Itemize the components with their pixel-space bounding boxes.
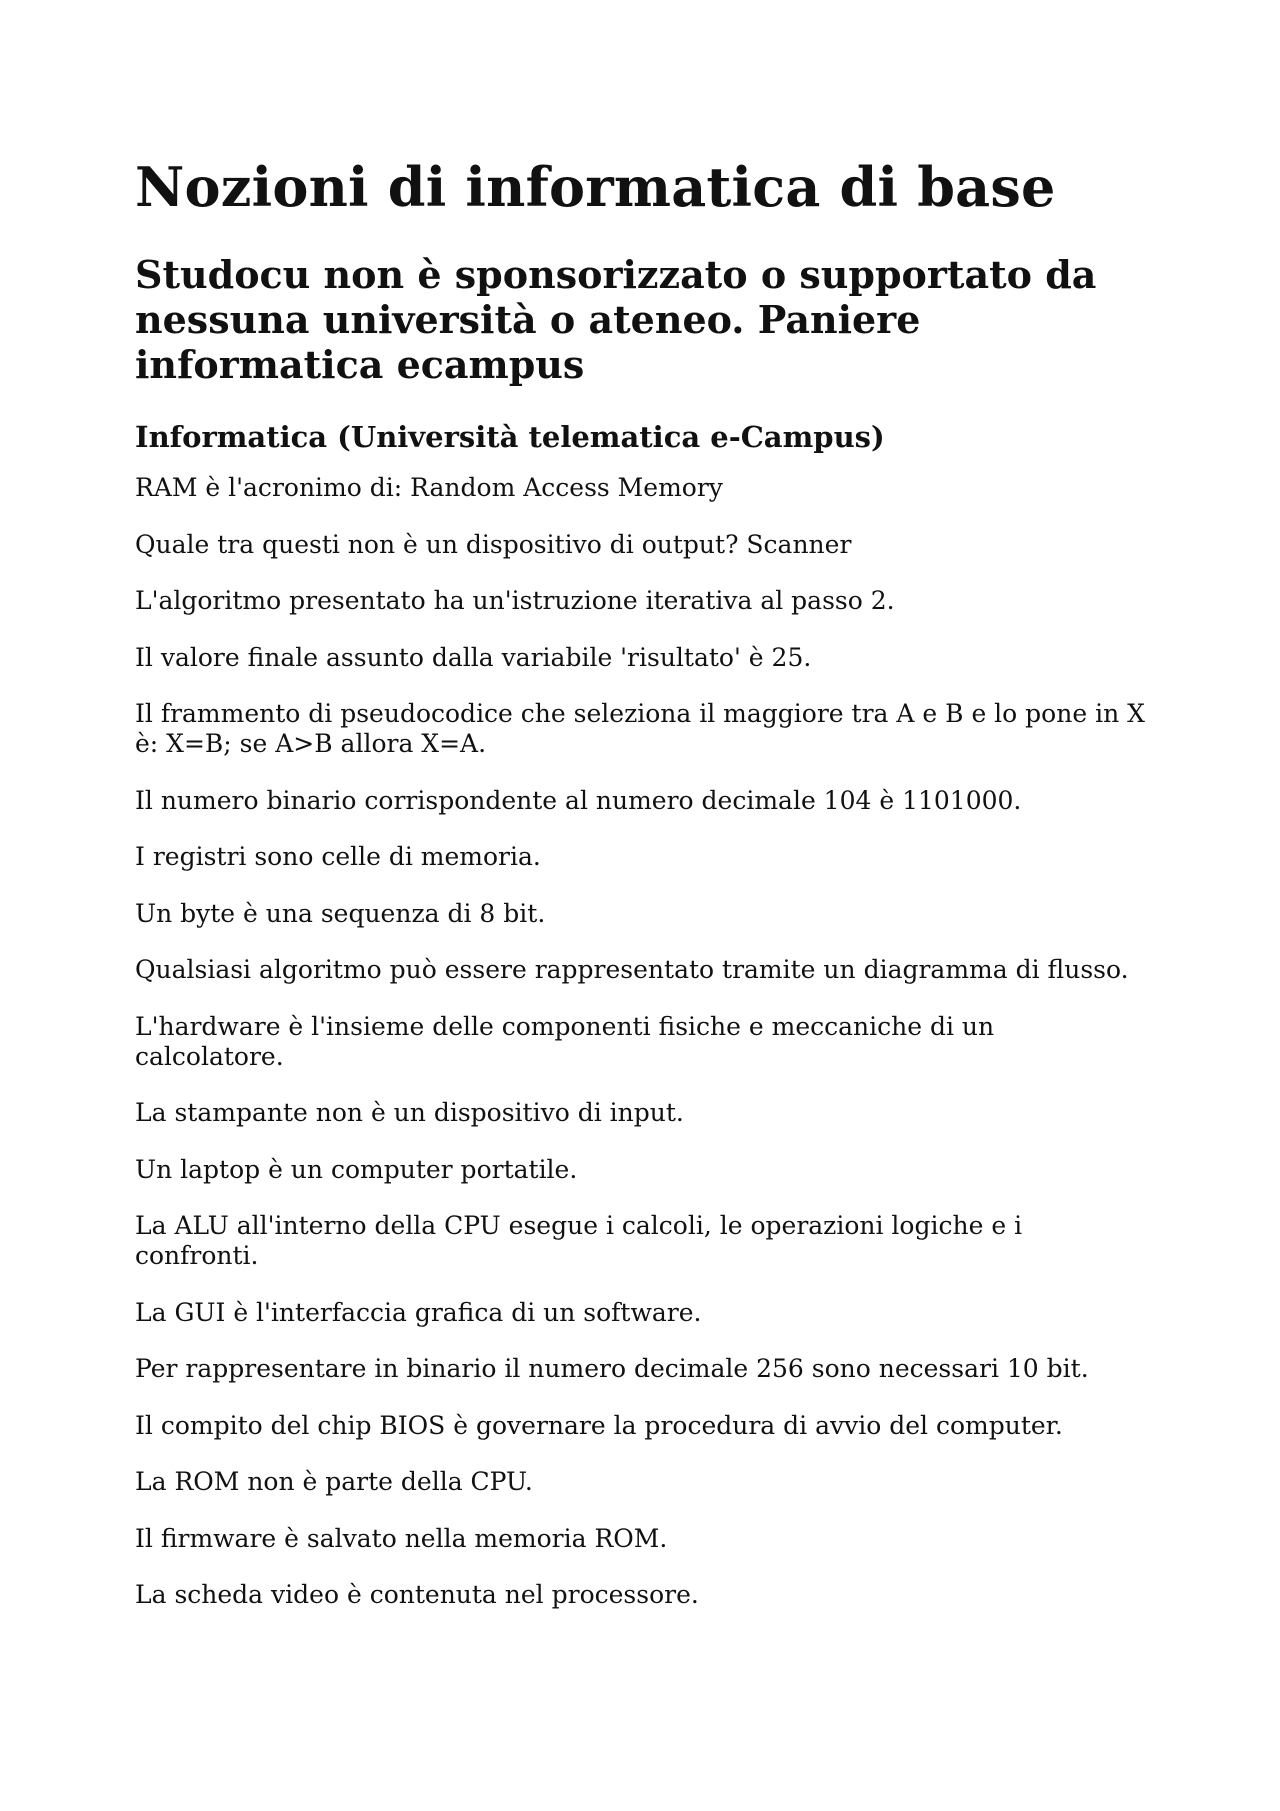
- statement-item: Il firmware è salvato nella memoria ROM.: [135, 1523, 668, 1553]
- statement-item: La scheda video è contenuta nel processore.: [135, 1580, 699, 1609]
- statement-item: Un byte è una sequenza di 8 bit.: [135, 898, 546, 928]
- course-heading: Informatica (Università telematica e-Campus): [135, 420, 885, 454]
- statement-item: Qualsiasi algoritmo può essere rappresentato tramite un diagramma di flusso.: [135, 955, 1129, 984]
- statement-item: La GUI è l'interfaccia grafica di un software.: [135, 1297, 702, 1327]
- document-subtitle: Studocu non è sponsorizzato o supportato da nessuna università o ateneo. Paniere informatica ecampus: [135, 252, 1097, 387]
- statement-item: Per rappresentare in binario il numero decimale 256 sono necessari 10 bit.: [135, 1354, 1089, 1383]
- statement-item: L'algoritmo presentato ha un'istruzione iterativa al passo 2.: [135, 586, 895, 615]
- statement-item: La ROM non è parte della CPU.: [135, 1467, 533, 1496]
- statement-item: Quale tra questi non è un dispositivo di output? Scanner: [135, 529, 852, 559]
- statement-item: Il frammento di pseudocodice che seleziona il maggiore tra A e B e lo pone in X è: X=B; se A>B allora X=A.: [135, 699, 1145, 758]
- statement-list: [135, 473, 1145, 1610]
- document-page: [135, 152, 1145, 1637]
- statement-item: L'hardware è l'insieme delle componenti fisiche e meccaniche di un calcolatore.: [135, 1011, 995, 1071]
- statement-item: Il numero binario corrispondente al numero decimale 104 è 1101000.: [135, 785, 1022, 815]
- document-title: Nozioni di informatica di base: [135, 155, 1056, 219]
- statement-item: Il valore finale assunto dalla variabile 'risultato' è 25.: [135, 642, 812, 672]
- statement-item: Il compito del chip BIOS è governare la procedura di avvio del computer.: [135, 1410, 1063, 1440]
- statement-item: RAM è l'acronimo di: Random Access Memory: [135, 473, 723, 502]
- statement-item: Un laptop è un computer portatile.: [135, 1154, 578, 1184]
- statement-item: La stampante non è un dispositivo di input.: [135, 1098, 684, 1127]
- statement-item: La ALU all'interno della CPU esegue i calcoli, le operazioni logiche e i confronti.: [135, 1211, 1023, 1270]
- statement-item: I registri sono celle di memoria.: [135, 842, 541, 871]
